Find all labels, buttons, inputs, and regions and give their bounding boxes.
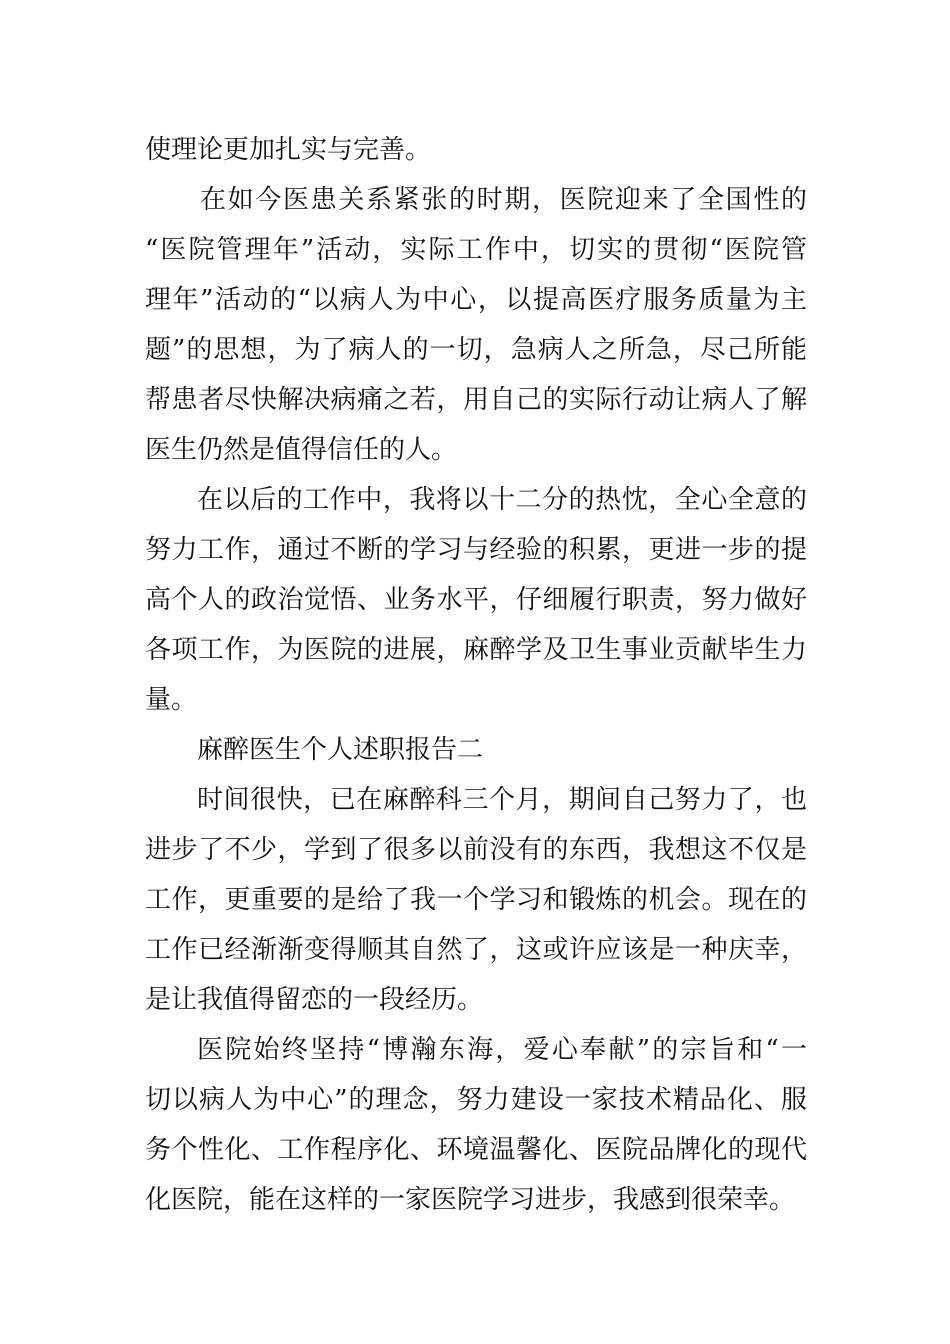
text-line: 化医院，能在这样的一家医院学习进步，我感到很荣幸。 bbox=[145, 1185, 796, 1215]
text-line: 题”的思想，为了病人的一切，急病人之所急，尽己所能 bbox=[145, 335, 807, 365]
text-line: 理年”活动的“以病人为中心，以提高医疗服务质量为主 bbox=[145, 285, 807, 315]
text-line: 在以后的工作中，我将以十二分的热忱，全心全意的 bbox=[197, 485, 807, 515]
text-line: 时间很快，已在麻醉科三个月，期间自己努力了，也 bbox=[197, 785, 807, 815]
text-line: 工作已经渐渐变得顺其自然了，这或许应该是一种庆幸， bbox=[145, 935, 807, 965]
text-line: 进步了不少，学到了很多以前没有的东西，我想这不仅是 bbox=[145, 835, 807, 865]
text-line: “医院管理年”活动，实际工作中，切实的贯彻“医院管 bbox=[145, 235, 807, 265]
text-line: 努力工作，通过不断的学习与经验的积累，更进一步的提 bbox=[145, 535, 807, 565]
text-line: 使理论更加扎实与完善。 bbox=[145, 135, 432, 165]
text-line: 切以病人为中心”的理念，努力建设一家技术精品化、服 bbox=[145, 1085, 807, 1115]
text-line: 在如今医患关系紧张的时期，医院迎来了全国性的 bbox=[200, 185, 807, 215]
text-line: 工作，更重要的是给了我一个学习和锻炼的机会。现在的 bbox=[145, 885, 807, 915]
text-line: 量。 bbox=[145, 685, 198, 715]
text-line: 是让我值得留恋的一段经历。 bbox=[145, 985, 484, 1015]
text-line: 帮患者尽快解决病痛之若，用自己的实际行动让病人了解 bbox=[145, 385, 807, 415]
text-line: 务个性化、工作程序化、环境温馨化、医院品牌化的现代 bbox=[145, 1135, 807, 1165]
text-line: 高个人的政治觉悟、业务水平，仔细履行职责，努力做好 bbox=[145, 585, 807, 615]
text-line: 医院始终坚持“博瀚东海，爱心奉献”的宗旨和“一 bbox=[197, 1035, 807, 1065]
text-line: 各项工作，为医院的进展，麻醉学及卫生事业贡献毕生力 bbox=[145, 635, 807, 665]
text-line: 医生仍然是值得信任的人。 bbox=[145, 435, 458, 465]
section-heading: 麻醉医生个人述职报告二 bbox=[197, 735, 484, 765]
